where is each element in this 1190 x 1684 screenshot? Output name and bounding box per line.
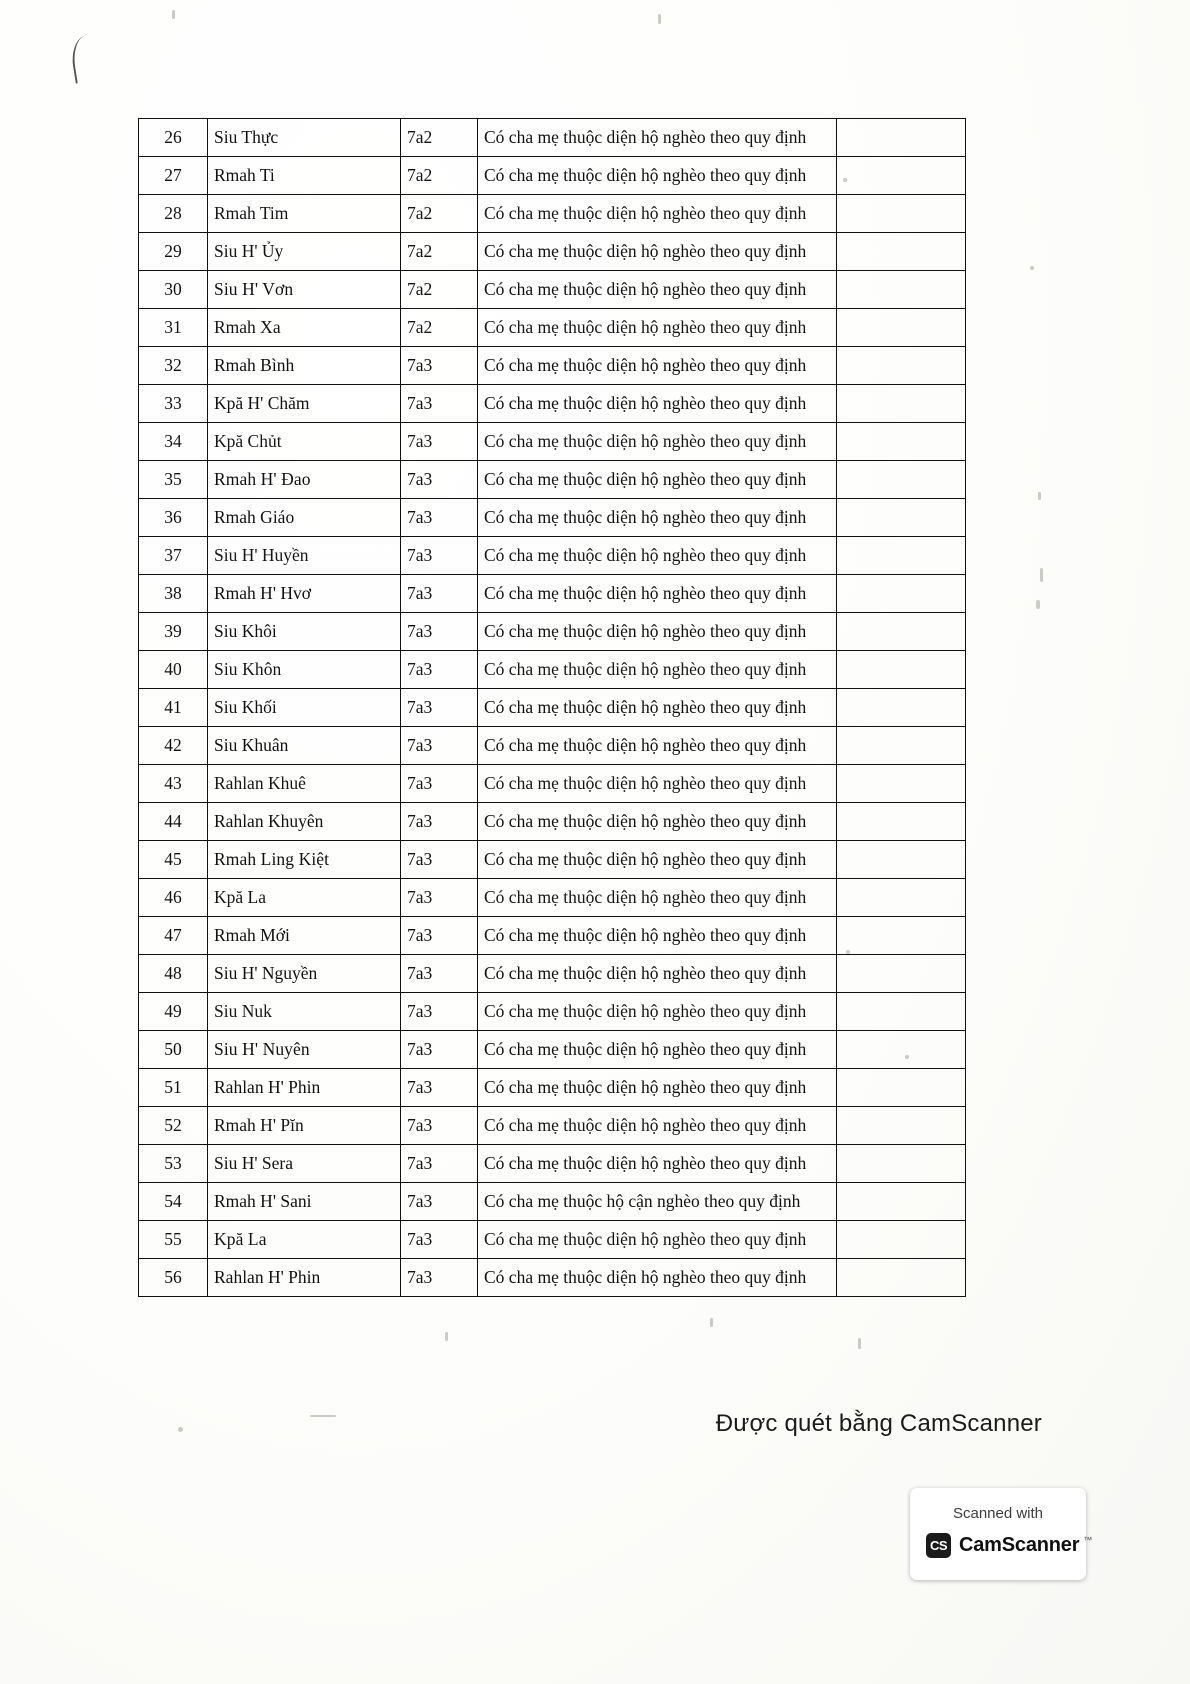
class-name: 7a3 (401, 461, 478, 499)
table-row (139, 423, 966, 461)
student-name: Kpă H' Chăm (208, 385, 401, 423)
row-number: 33 (139, 385, 208, 423)
row-number: 38 (139, 575, 208, 613)
row-number: 55 (139, 1221, 208, 1259)
reason-text: Có cha mẹ thuộc diện hộ nghèo theo quy định (478, 309, 837, 347)
class-name: 7a3 (401, 651, 478, 689)
table-body (139, 119, 966, 1297)
row-number: 45 (139, 841, 208, 879)
reason-text: Có cha mẹ thuộc diện hộ nghèo theo quy định (478, 803, 837, 841)
note-cell (837, 119, 966, 157)
row-number: 44 (139, 803, 208, 841)
row-number: 35 (139, 461, 208, 499)
row-number: 53 (139, 1145, 208, 1183)
reason-text: Có cha mẹ thuộc hộ cận nghèo theo quy định (478, 1183, 837, 1221)
note-cell (837, 423, 966, 461)
row-number: 36 (139, 499, 208, 537)
note-cell (837, 879, 966, 917)
row-number: 27 (139, 157, 208, 195)
note-cell (837, 1221, 966, 1259)
student-name: Rahlan Khuyên (208, 803, 401, 841)
student-name: Rmah Mới (208, 917, 401, 955)
scan-speck (445, 1332, 448, 1341)
class-name: 7a2 (401, 195, 478, 233)
student-name: Siu Nuk (208, 993, 401, 1031)
note-cell (837, 803, 966, 841)
table-row (139, 1107, 966, 1145)
class-name: 7a3 (401, 613, 478, 651)
class-name: 7a3 (401, 1145, 478, 1183)
class-name: 7a3 (401, 499, 478, 537)
reason-text: Có cha mẹ thuộc diện hộ nghèo theo quy định (478, 1221, 837, 1259)
class-name: 7a2 (401, 271, 478, 309)
class-name: 7a3 (401, 803, 478, 841)
reason-text: Có cha mẹ thuộc diện hộ nghèo theo quy định (478, 1107, 837, 1145)
class-name: 7a3 (401, 537, 478, 575)
note-cell (837, 613, 966, 651)
note-cell (837, 347, 966, 385)
note-cell (837, 765, 966, 803)
reason-text: Có cha mẹ thuộc diện hộ nghèo theo quy định (478, 1145, 837, 1183)
trademark-symbol: ™ (1083, 1535, 1093, 1545)
scan-speck (658, 14, 661, 24)
scan-speck (1038, 492, 1041, 500)
scan-speck (1036, 600, 1040, 609)
note-cell (837, 955, 966, 993)
table-row (139, 765, 966, 803)
class-name: 7a3 (401, 347, 478, 385)
note-cell (837, 461, 966, 499)
reason-text: Có cha mẹ thuộc diện hộ nghèo theo quy định (478, 879, 837, 917)
class-name: 7a3 (401, 689, 478, 727)
student-name: Rmah H' Đao (208, 461, 401, 499)
reason-text: Có cha mẹ thuộc diện hộ nghèo theo quy định (478, 917, 837, 955)
student-name: Kpă Chủt (208, 423, 401, 461)
class-name: 7a3 (401, 993, 478, 1031)
note-cell (837, 157, 966, 195)
table-row (139, 803, 966, 841)
note-cell (837, 689, 966, 727)
class-name: 7a3 (401, 727, 478, 765)
scan-speck (858, 1338, 861, 1349)
row-number: 37 (139, 537, 208, 575)
row-number: 31 (139, 309, 208, 347)
class-name: 7a2 (401, 233, 478, 271)
reason-text: Có cha mẹ thuộc diện hộ nghèo theo quy định (478, 271, 837, 309)
class-name: 7a3 (401, 1259, 478, 1297)
reason-text: Có cha mẹ thuộc diện hộ nghèo theo quy định (478, 537, 837, 575)
table-row (139, 879, 966, 917)
reason-text: Có cha mẹ thuộc diện hộ nghèo theo quy định (478, 575, 837, 613)
camscanner-logo-icon: CS (926, 1533, 951, 1558)
note-cell (837, 1107, 966, 1145)
class-name: 7a3 (401, 1221, 478, 1259)
row-number: 51 (139, 1069, 208, 1107)
camscanner-credit-text: Được quét bằng CamScanner (715, 1410, 1042, 1437)
class-name: 7a3 (401, 1183, 478, 1221)
row-number: 42 (139, 727, 208, 765)
reason-text: Có cha mẹ thuộc diện hộ nghèo theo quy định (478, 347, 837, 385)
table-row (139, 537, 966, 575)
table-row (139, 1145, 966, 1183)
reason-text: Có cha mẹ thuộc diện hộ nghèo theo quy định (478, 765, 837, 803)
note-cell (837, 917, 966, 955)
row-number: 56 (139, 1259, 208, 1297)
table-row (139, 917, 966, 955)
scan-speck (172, 10, 175, 19)
reason-text: Có cha mẹ thuộc diện hộ nghèo theo quy định (478, 1259, 837, 1297)
student-name: Kpă La (208, 1221, 401, 1259)
row-number: 47 (139, 917, 208, 955)
row-number: 43 (139, 765, 208, 803)
table-row (139, 1259, 966, 1297)
reason-text: Có cha mẹ thuộc diện hộ nghèo theo quy định (478, 841, 837, 879)
student-name: Rmah Bình (208, 347, 401, 385)
student-name: Rmah Xa (208, 309, 401, 347)
reason-text: Có cha mẹ thuộc diện hộ nghèo theo quy định (478, 119, 837, 157)
student-name: Rmah H' Sani (208, 1183, 401, 1221)
student-name: Siu Khôn (208, 651, 401, 689)
note-cell (837, 1145, 966, 1183)
student-name: Rahlan H' Phin (208, 1069, 401, 1107)
table-row (139, 1221, 966, 1259)
table-row (139, 347, 966, 385)
scanned-with-label: Scanned with (952, 1505, 1044, 1522)
table-row (139, 385, 966, 423)
row-number: 48 (139, 955, 208, 993)
student-name: Siu H' Nuyên (208, 1031, 401, 1069)
note-cell (837, 1259, 966, 1297)
class-name: 7a2 (401, 309, 478, 347)
reason-text: Có cha mẹ thuộc diện hộ nghèo theo quy định (478, 1031, 837, 1069)
note-cell (837, 1183, 966, 1221)
camscanner-badge (910, 1488, 1093, 1580)
note-cell (837, 271, 966, 309)
reason-text: Có cha mẹ thuộc diện hộ nghèo theo quy định (478, 195, 837, 233)
row-number: 28 (139, 195, 208, 233)
row-number: 40 (139, 651, 208, 689)
table-row (139, 993, 966, 1031)
class-name: 7a2 (401, 157, 478, 195)
row-number: 30 (139, 271, 208, 309)
note-cell (837, 651, 966, 689)
reason-text: Có cha mẹ thuộc diện hộ nghèo theo quy định (478, 233, 837, 271)
row-number: 52 (139, 1107, 208, 1145)
scan-speck (310, 1415, 336, 1417)
table-row (139, 195, 966, 233)
note-cell (837, 993, 966, 1031)
camscanner-brand-name: CamScanner (959, 1534, 1080, 1556)
class-name: 7a3 (401, 917, 478, 955)
class-name: 7a3 (401, 841, 478, 879)
table-row (139, 1069, 966, 1107)
scan-speck (178, 1427, 183, 1432)
student-name: Siu Khôi (208, 613, 401, 651)
row-number: 46 (139, 879, 208, 917)
class-name: 7a3 (401, 1069, 478, 1107)
table-row (139, 461, 966, 499)
student-name: Rahlan Khuê (208, 765, 401, 803)
table-row (139, 1031, 966, 1069)
student-list-table (138, 118, 966, 1297)
table-row (139, 271, 966, 309)
student-name: Rmah Giáo (208, 499, 401, 537)
table-row (139, 309, 966, 347)
table-row (139, 575, 966, 613)
student-name: Siu Khối (208, 689, 401, 727)
class-name: 7a3 (401, 955, 478, 993)
note-cell (837, 195, 966, 233)
student-name: Rmah H' Hvơ (208, 575, 401, 613)
student-name: Kpă La (208, 879, 401, 917)
row-number: 39 (139, 613, 208, 651)
scan-speck (1030, 266, 1034, 270)
reason-text: Có cha mẹ thuộc diện hộ nghèo theo quy định (478, 613, 837, 651)
student-name: Rmah Tim (208, 195, 401, 233)
table-row (139, 1183, 966, 1221)
table-row (139, 499, 966, 537)
reason-text: Có cha mẹ thuộc diện hộ nghèo theo quy định (478, 651, 837, 689)
reason-text: Có cha mẹ thuộc diện hộ nghèo theo quy định (478, 157, 837, 195)
note-cell (837, 309, 966, 347)
reason-text: Có cha mẹ thuộc diện hộ nghèo theo quy định (478, 1069, 837, 1107)
note-cell (837, 1069, 966, 1107)
note-cell (837, 727, 966, 765)
note-cell (837, 233, 966, 271)
reason-text: Có cha mẹ thuộc diện hộ nghèo theo quy định (478, 955, 837, 993)
table-row (139, 651, 966, 689)
class-name: 7a3 (401, 423, 478, 461)
student-name: Siu H' Vơn (208, 271, 401, 309)
student-name: Siu Khuân (208, 727, 401, 765)
row-number: 41 (139, 689, 208, 727)
row-number: 26 (139, 119, 208, 157)
class-name: 7a3 (401, 765, 478, 803)
table-row (139, 157, 966, 195)
table-row (139, 119, 966, 157)
table-row (139, 689, 966, 727)
reason-text: Có cha mẹ thuộc diện hộ nghèo theo quy định (478, 423, 837, 461)
reason-text: Có cha mẹ thuộc diện hộ nghèo theo quy định (478, 499, 837, 537)
note-cell (837, 537, 966, 575)
class-name: 7a3 (401, 1031, 478, 1069)
reason-text: Có cha mẹ thuộc diện hộ nghèo theo quy định (478, 461, 837, 499)
note-cell (837, 841, 966, 879)
student-name: Siu H' Huyền (208, 537, 401, 575)
table-row (139, 613, 966, 651)
student-name: Rmah H' Pĭn (208, 1107, 401, 1145)
row-number: 32 (139, 347, 208, 385)
row-number: 50 (139, 1031, 208, 1069)
table-row (139, 233, 966, 271)
class-name: 7a2 (401, 119, 478, 157)
student-name: Siu Thực (208, 119, 401, 157)
student-name: Siu H' Nguyền (208, 955, 401, 993)
table-row (139, 841, 966, 879)
row-number: 54 (139, 1183, 208, 1221)
scan-speck (1040, 568, 1043, 582)
student-name: Rmah Ling Kiệt (208, 841, 401, 879)
student-name: Siu H' Ủy (208, 233, 401, 271)
student-name: Siu H' Sera (208, 1145, 401, 1183)
row-number: 34 (139, 423, 208, 461)
class-name: 7a3 (401, 879, 478, 917)
reason-text: Có cha mẹ thuộc diện hộ nghèo theo quy định (478, 385, 837, 423)
class-name: 7a3 (401, 385, 478, 423)
note-cell (837, 575, 966, 613)
row-number: 29 (139, 233, 208, 271)
row-number: 49 (139, 993, 208, 1031)
note-cell (837, 385, 966, 423)
camscanner-brand-row (926, 1533, 1092, 1558)
student-name: Rmah Ti (208, 157, 401, 195)
reason-text: Có cha mẹ thuộc diện hộ nghèo theo quy định (478, 727, 837, 765)
table-row (139, 955, 966, 993)
reason-text: Có cha mẹ thuộc diện hộ nghèo theo quy định (478, 993, 837, 1031)
scan-speck (710, 1318, 713, 1327)
student-list-table-container (138, 118, 900, 1297)
class-name: 7a3 (401, 1107, 478, 1145)
student-name: Rahlan H' Phin (208, 1259, 401, 1297)
table-row (139, 727, 966, 765)
note-cell (837, 499, 966, 537)
note-cell (837, 1031, 966, 1069)
reason-text: Có cha mẹ thuộc diện hộ nghèo theo quy định (478, 689, 837, 727)
class-name: 7a3 (401, 575, 478, 613)
